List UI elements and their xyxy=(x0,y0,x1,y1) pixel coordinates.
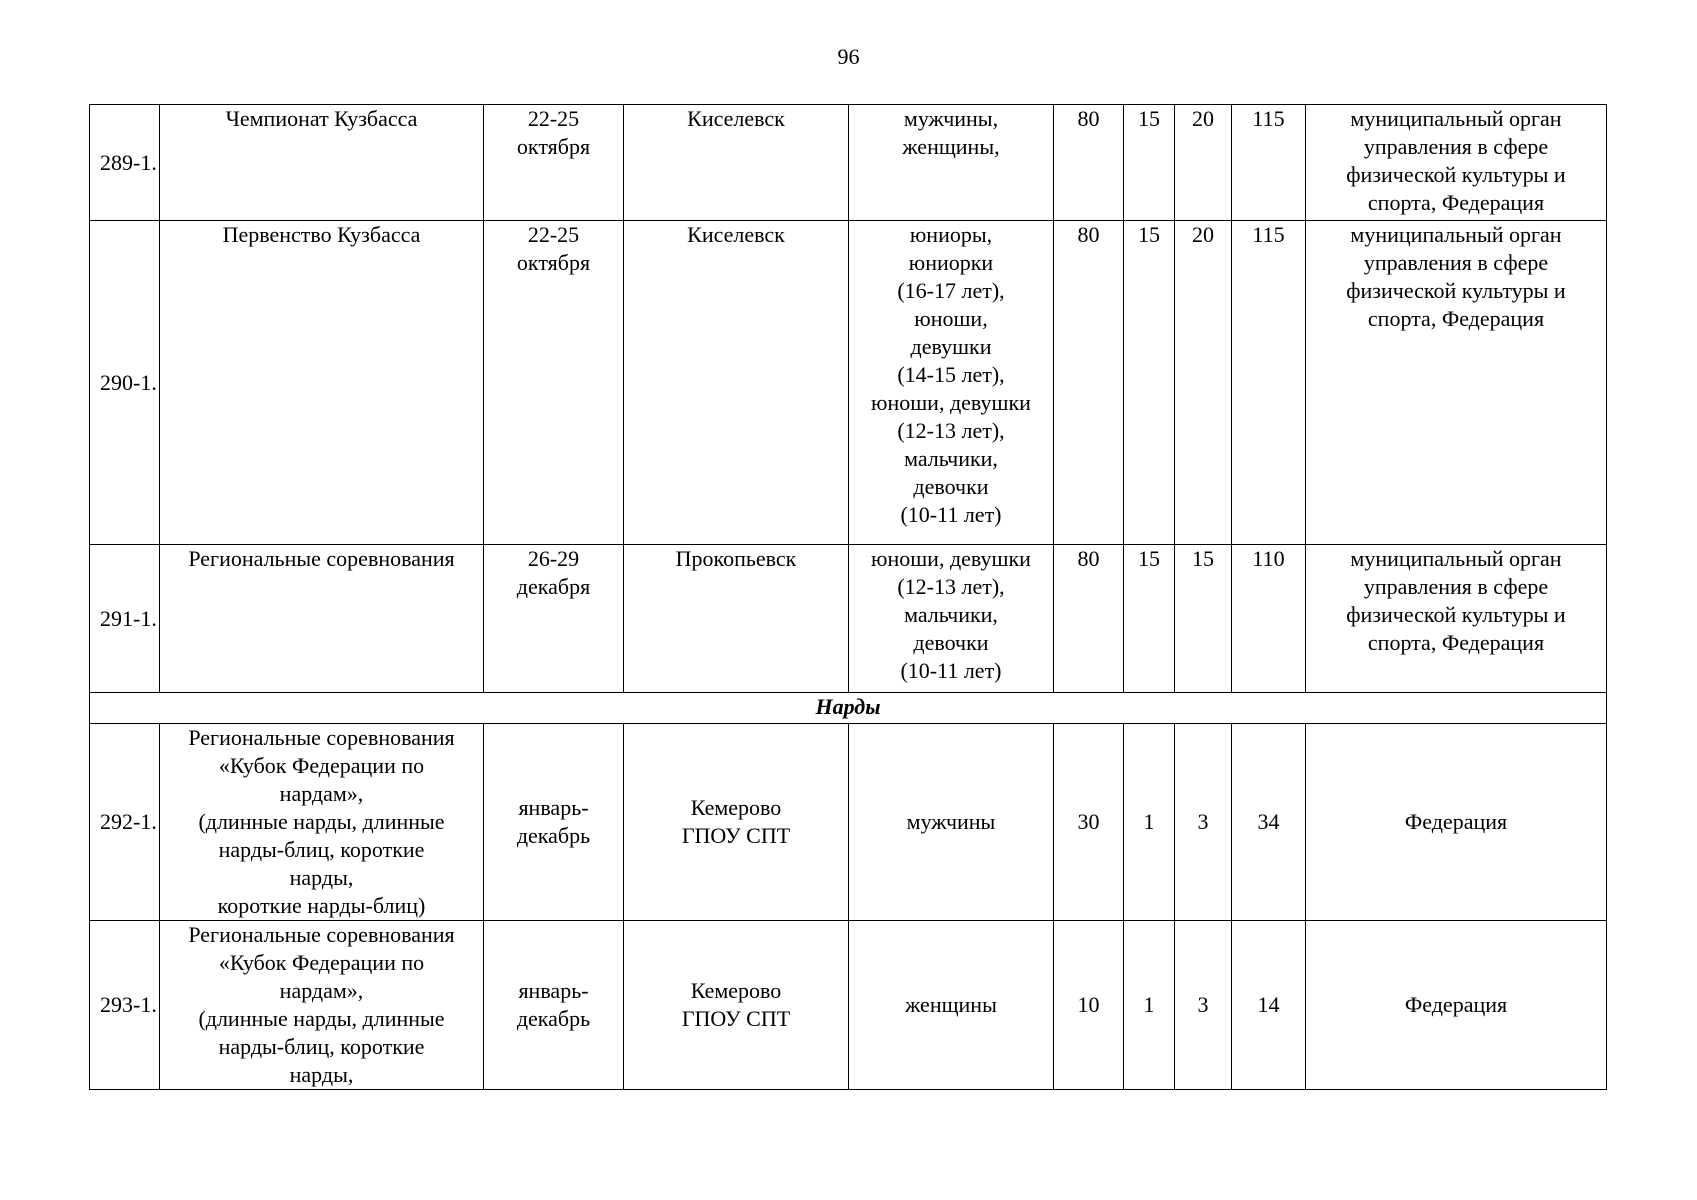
event-organizer: муниципальный орган управления в сфере физической культуры и спорта, Федерация xyxy=(1306,105,1607,221)
event-organizer: Федерация xyxy=(1306,724,1607,921)
count-coaches: 3 xyxy=(1175,921,1232,1090)
event-participants: юноши, девушки (12-13 лет), мальчики, девочки (10-11 лет) xyxy=(849,545,1054,693)
count-total: 110 xyxy=(1232,545,1306,693)
event-place: Кемерово ГПОУ СПТ xyxy=(624,724,849,921)
event-organizer: Федерация xyxy=(1306,921,1607,1090)
count-judges: 1 xyxy=(1124,724,1175,921)
event-dates: январь- декабрь xyxy=(484,921,624,1090)
event-participants: мужчины, женщины, xyxy=(849,105,1054,221)
event-participants: мужчины xyxy=(849,724,1054,921)
count-total: 14 xyxy=(1232,921,1306,1090)
table-row xyxy=(90,105,1607,221)
event-name: Региональные соревнования xyxy=(160,545,484,693)
event-participants: женщины xyxy=(849,921,1054,1090)
event-name: Чемпионат Кузбасса xyxy=(160,105,484,221)
table-row xyxy=(90,724,1607,921)
section-header-row xyxy=(90,693,1607,724)
count-athletes: 80 xyxy=(1054,105,1124,221)
event-dates: 26-29 декабря xyxy=(484,545,624,693)
row-number: 292-1. xyxy=(90,724,160,921)
count-total: 34 xyxy=(1232,724,1306,921)
count-athletes: 30 xyxy=(1054,724,1124,921)
count-coaches: 15 xyxy=(1175,545,1232,693)
count-coaches: 20 xyxy=(1175,105,1232,221)
events-table xyxy=(89,104,1607,1090)
count-athletes: 80 xyxy=(1054,221,1124,545)
count-athletes: 80 xyxy=(1054,545,1124,693)
event-place: Кемерово ГПОУ СПТ xyxy=(624,921,849,1090)
table-row xyxy=(90,221,1607,545)
count-judges: 15 xyxy=(1124,545,1175,693)
event-dates: 22-25 октября xyxy=(484,105,624,221)
event-place: Прокопьевск xyxy=(624,545,849,693)
row-number: 289-1. xyxy=(90,105,160,221)
event-place: Киселевск xyxy=(624,221,849,545)
event-name: Первенство Кузбасса xyxy=(160,221,484,545)
event-organizer: муниципальный орган управления в сфере физической культуры и спорта, Федерация xyxy=(1306,221,1607,545)
count-coaches: 3 xyxy=(1175,724,1232,921)
count-judges: 1 xyxy=(1124,921,1175,1090)
page-number: 96 xyxy=(837,44,860,69)
row-number: 290-1. xyxy=(90,221,160,545)
row-number: 291-1. xyxy=(90,545,160,693)
count-total: 115 xyxy=(1232,221,1306,545)
count-athletes: 10 xyxy=(1054,921,1124,1090)
event-dates: 22-25 октября xyxy=(484,221,624,545)
event-name: Региональные соревнования «Кубок Федерации по нардам», (длинные нарды, длинные нарды-блиц, короткие нарды, xyxy=(160,921,484,1090)
table-row xyxy=(90,921,1607,1090)
table-row xyxy=(90,545,1607,693)
event-place: Киселевск xyxy=(624,105,849,221)
count-judges: 15 xyxy=(1124,105,1175,221)
event-participants: юниоры, юниорки (16-17 лет), юноши, девушки (14-15 лет), юноши, девушки (12-13 лет), мальчики, девочки (10-11 лет) xyxy=(849,221,1054,545)
event-organizer: муниципальный орган управления в сфере физической культуры и спорта, Федерация xyxy=(1306,545,1607,693)
row-number: 293-1. xyxy=(90,921,160,1090)
event-name: Региональные соревнования «Кубок Федерации по нардам», (длинные нарды, длинные нарды-блиц, короткие нарды, короткие нарды-блиц) xyxy=(160,724,484,921)
section-title: Нарды xyxy=(90,693,1607,724)
event-dates: январь- декабрь xyxy=(484,724,624,921)
count-judges: 15 xyxy=(1124,221,1175,545)
count-coaches: 20 xyxy=(1175,221,1232,545)
count-total: 115 xyxy=(1232,105,1306,221)
